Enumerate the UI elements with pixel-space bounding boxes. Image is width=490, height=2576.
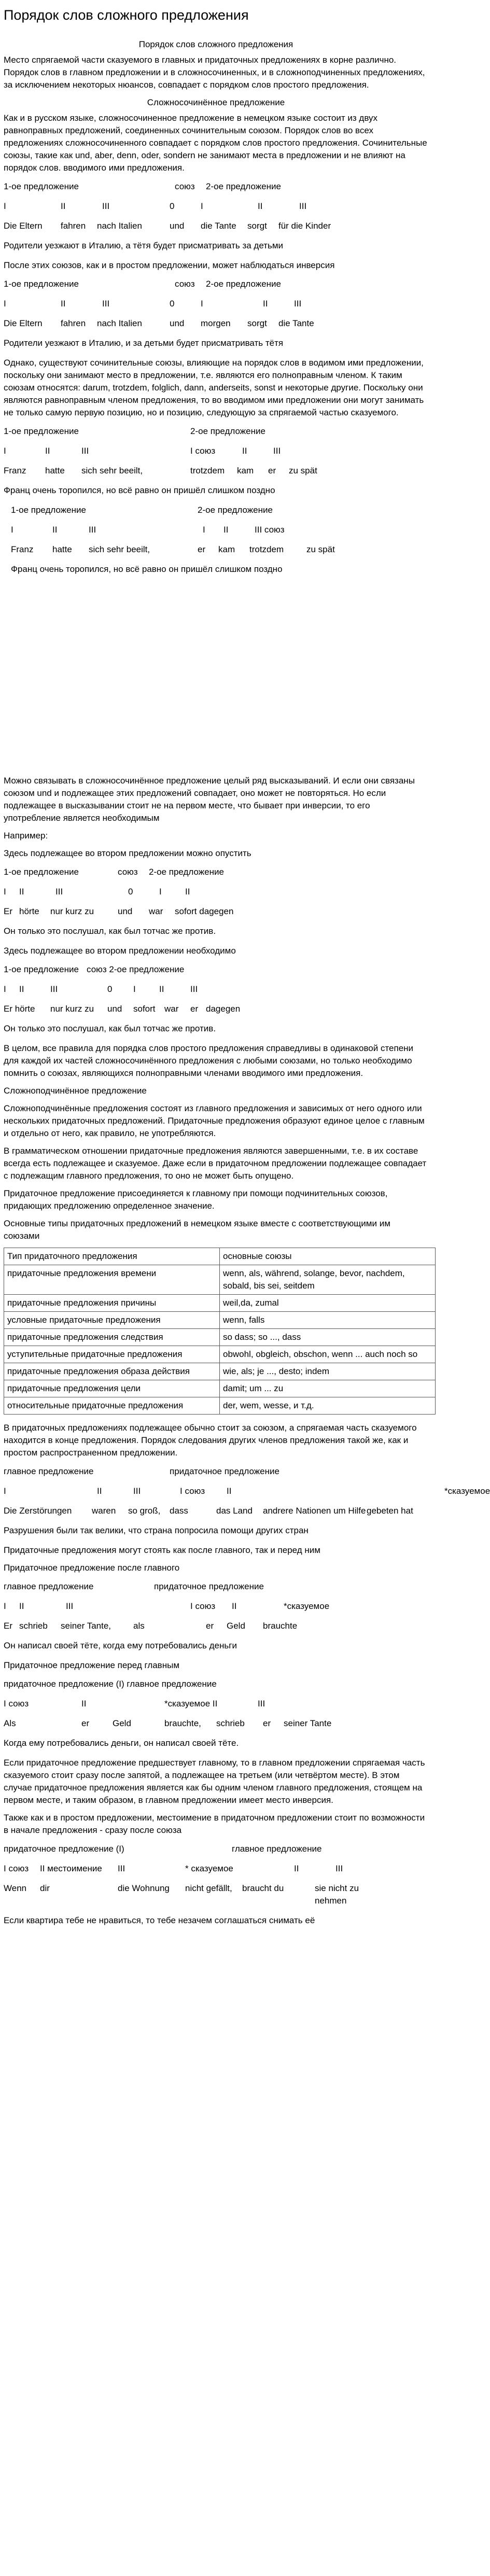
example-word: für die Kinder	[278, 221, 331, 231]
position-label: I союз	[190, 446, 216, 456]
example-word: nach Italien	[97, 318, 142, 328]
example-word: sorgt	[247, 318, 267, 328]
before-label: Придаточное предложение перед главным	[4, 1660, 180, 1670]
example-words-row	[4, 1882, 428, 1907]
example-word: er	[81, 1718, 90, 1728]
table-row	[4, 1380, 436, 1397]
example-translation: Франц очень торопился, но всё равно он пришёл слишком поздно	[4, 485, 275, 495]
table-row	[4, 1312, 436, 1329]
example-header: придаточное предложение (I) главное предложение	[4, 1679, 217, 1689]
example-header: 2-ое предложение	[206, 181, 281, 191]
position-label: I	[201, 299, 203, 309]
example-word: zu spät	[306, 544, 335, 554]
conjunctions-cell: wenn, falls	[220, 1312, 436, 1329]
example-header: союз	[118, 867, 138, 877]
example-translation: Он написал своей тёте, когда ему потребовались деньги	[4, 1641, 237, 1650]
example-header: главное предложение	[4, 1581, 94, 1591]
example-roman-row	[4, 886, 428, 898]
example-header: главное предложение	[232, 1844, 322, 1854]
example-word: seiner Tante,	[61, 1621, 111, 1631]
example-word: braucht du	[242, 1883, 284, 1893]
position-label: * сказуемое	[185, 1864, 233, 1873]
position-label: I	[4, 887, 6, 897]
example-word: er	[190, 1004, 199, 1014]
position-label: I	[159, 887, 162, 897]
example-word: nicht gefällt,	[185, 1883, 232, 1893]
page-title: Порядок слов сложного предложения	[4, 7, 249, 23]
example-translation: Он только это послушал, как был тотчас же против.	[4, 926, 216, 936]
example-words-row	[4, 905, 428, 918]
example-roman-row	[4, 445, 428, 457]
position-label: II	[242, 446, 247, 456]
example-header: 1-ое предложение	[4, 181, 79, 191]
example-word: morgen	[201, 318, 231, 328]
position-label: I	[11, 525, 13, 535]
example-word: Franz	[4, 466, 26, 475]
example-words-row	[4, 1717, 428, 1730]
example-header: придаточное предложение	[170, 1466, 279, 1476]
clause-type-cell: уступительные придаточные предложения	[4, 1346, 220, 1363]
position-label: III союз	[255, 525, 285, 535]
example-5	[4, 866, 428, 937]
example-6	[4, 963, 428, 1035]
position-label: I	[4, 984, 6, 994]
example-roman-row	[4, 1863, 428, 1875]
example-header-row	[4, 425, 428, 438]
example-word: kam	[237, 466, 254, 475]
example-word: er	[206, 1621, 214, 1631]
conjunctions-cell: wie, als; je ..., desto; indem	[220, 1363, 436, 1380]
coord-rules-paragraph: В целом, все правила для порядка слов простого предложения справедливы в одинаковой степени для каждой их частей сложносочинённого предложения с любыми союзами, но только необходимо помнить о союзах, являющихся полноправными членами вводимого ими предложения.	[4, 1043, 414, 1078]
example-header-row	[4, 1465, 428, 1478]
example-word: Die Eltern	[4, 221, 43, 231]
example-translation: Разрушения были так велики, что страна попросила помощи других стран	[4, 1525, 309, 1535]
position-label: III	[133, 1486, 141, 1496]
position-label: 0	[128, 887, 133, 897]
position-label: III	[66, 1601, 74, 1611]
example-roman-row	[4, 983, 428, 996]
position-label: I	[133, 984, 136, 994]
before-paragraph: Если придаточное предложение предшествует главному, то в главном предложении спрягаемая часть сказуемого стоит сразу после запятой, а подлежащее на третьем (или четвёртом месте). В этом случае придаточное предложения является как бы одним членом главного предложения, стоящем на первом месте, и таким образом, в главном предложении имеет место инверсия.	[4, 1758, 425, 1805]
table-row	[4, 1363, 436, 1380]
example-word: dir	[40, 1883, 50, 1893]
position-label: III	[102, 201, 110, 211]
position-label: II	[19, 887, 24, 897]
example-header-row	[11, 504, 428, 516]
example-7	[4, 1465, 490, 1537]
table-header-cell: основные союзы	[220, 1248, 436, 1265]
example-label: Например:	[4, 831, 48, 841]
position-label: III	[273, 446, 281, 456]
article-subtitle: Порядок слов сложного предложения	[138, 39, 293, 49]
example-roman-row	[4, 298, 428, 310]
example-word: die Wohnung	[118, 1883, 170, 1893]
example-translation: Родители уезжают в Италию, и за детьми будет присматривать тётя	[4, 338, 284, 348]
position-label: II	[227, 1486, 232, 1496]
clause-type-cell: придаточные предложения образа действия	[4, 1363, 220, 1380]
example-word: er	[263, 1718, 271, 1728]
position-label: III	[55, 887, 63, 897]
position-label: *сказуемое	[284, 1601, 330, 1611]
example-word: nur kurz zu	[50, 906, 94, 916]
position-label: II	[19, 984, 24, 994]
example-word: brauchte	[263, 1621, 298, 1631]
example-word: er	[198, 544, 206, 554]
coord-subject-paragraph: Можно связывать в сложносочинённое предложение целый ряд высказываний. И если они связаны союзом und и подлежащее этих предложений совпадает, оно может не повторяться. Но если подлежащее в высказывании стоит не на первом месте, что бывает при инверсии, то его употребление является необходимым	[4, 776, 415, 823]
example-header: союз	[175, 181, 195, 191]
example-word: das Land	[216, 1506, 253, 1516]
clause-type-cell: придаточные предложения следствия	[4, 1329, 220, 1346]
example-word: nur kurz zu	[50, 1004, 94, 1014]
table-row	[4, 1397, 436, 1415]
position-label: I	[4, 1486, 6, 1496]
example-word: Die Eltern	[4, 318, 43, 328]
position-label: II местоимение	[40, 1864, 102, 1873]
position-label: III	[299, 201, 307, 211]
example-word: hatte	[52, 544, 72, 554]
position-label: 0	[107, 984, 113, 994]
position-label: I	[4, 299, 6, 309]
position-label: II	[159, 984, 164, 994]
example-word: waren	[92, 1506, 116, 1516]
position-label: I союз	[190, 1601, 216, 1611]
example-word: Die Zerstörungen	[4, 1506, 72, 1516]
conjunctions-cell: obwohl, obgleich, obschon, wenn ... auch noch so	[220, 1346, 436, 1363]
example-header-row	[4, 1843, 428, 1855]
example-roman-row	[4, 1698, 428, 1710]
example-word: brauchte,	[164, 1718, 201, 1728]
clause-types-table	[4, 1248, 436, 1415]
example-word: seiner Tante	[284, 1718, 332, 1728]
example-word: sorgt	[247, 221, 267, 231]
clause-type-cell: относительные придаточные предложения	[4, 1397, 220, 1415]
example-2	[4, 278, 428, 349]
example-words-row	[4, 465, 428, 477]
example-word: nach Italien	[97, 221, 142, 231]
example-word: dagegen	[206, 1004, 241, 1014]
example-words-row	[4, 1620, 428, 1632]
position-label: I союз	[4, 1699, 29, 1709]
example-9	[4, 1678, 428, 1749]
example-translation: Когда ему потребовались деньги, он написал своей тёте.	[4, 1738, 239, 1748]
example-word: Geld	[227, 1621, 245, 1631]
example-header-row	[4, 866, 428, 878]
example-header: союз	[175, 279, 195, 289]
example-header: 2-ое предложение	[149, 867, 224, 877]
example-header: 1-ое предложение	[4, 867, 79, 877]
example-header-row	[4, 1678, 428, 1690]
example-word: und	[107, 1004, 122, 1014]
example-8	[4, 1580, 428, 1652]
position-label: II	[263, 299, 268, 309]
example-words-row	[4, 317, 428, 330]
example-word: andrere Nationen um Hilfe	[263, 1506, 366, 1516]
example-header: 1-ое предложение	[4, 279, 79, 289]
inversion-paragraph: После этих союзов, как и в простом предложении, может наблюдаться инверсия	[4, 260, 335, 270]
example-word: schrieb	[19, 1621, 48, 1631]
example-roman-row	[4, 1600, 428, 1613]
clause-type-cell: придаточные предложения времени	[4, 1265, 220, 1295]
example-word: zu spät	[289, 466, 317, 475]
example-roman-row: I II III I союз II *сказуемое	[4, 1485, 428, 1497]
example-translation: Если квартира тебе не нравиться, то тебе незачем соглашаться снимать её	[4, 1915, 315, 1925]
position-label: II	[294, 1864, 299, 1873]
position-label: II	[52, 525, 58, 535]
example-word: die Tante	[278, 318, 314, 328]
position-label: II	[97, 1486, 102, 1496]
example-word: schrieb	[216, 1718, 245, 1728]
position-label: 0	[170, 201, 175, 211]
compound-heading: Сложносочинённое предложение	[147, 97, 285, 107]
position-label: I	[4, 201, 6, 211]
example-header: придаточное предложение	[154, 1581, 264, 1591]
position-label: II	[19, 1601, 24, 1611]
example-word: Wenn	[4, 1883, 27, 1893]
position-label: II	[223, 525, 229, 535]
example-word: sofort dagegen	[175, 906, 234, 916]
complex-paragraph-3: Придаточное предложение присоединяется к главному при помощи подчинительных союзов, придающих предложению определенное значение.	[4, 1188, 388, 1211]
example-word: sich sehr beeilt,	[81, 466, 143, 475]
types-label: Основные типы придаточных предложений в немецком языке вместе с соответствующими им союзами	[4, 1219, 390, 1241]
complex-paragraph-1: Сложноподчинённые предложения состоят из главного предложения и зависимых от него одного или нескольких придаточных предложений. Придаточные предложения образуют единое целое с главным и отдельно от него, как правило, не употребляются.	[4, 1103, 425, 1138]
position-label: III	[89, 525, 96, 535]
position-label: II	[61, 201, 66, 211]
example-word: sofort	[133, 1004, 156, 1014]
example-header: 2-ое предложение	[206, 279, 281, 289]
position-label: I	[203, 525, 205, 535]
position-label: III	[335, 1864, 343, 1873]
example-word: sich sehr beeilt,	[89, 544, 150, 554]
example-word: sie nicht zu nehmen	[315, 1883, 359, 1906]
position-label: I	[4, 1601, 6, 1611]
example-word: Franz	[11, 544, 34, 554]
example-word: hatte	[45, 466, 65, 475]
example-word: und	[170, 318, 185, 328]
omit-label: Здесь подлежащее во втором предложении можно опустить	[4, 848, 251, 858]
position-label: II	[45, 446, 50, 456]
example-header: главное предложение	[4, 1466, 94, 1476]
example-header: 1-ое предложение	[11, 505, 86, 515]
complex-heading: Сложноподчинённое предложение	[4, 1086, 147, 1096]
conjunctions-cell: wenn, als, während, solange, bevor, nachdem, sobald, bis sei, seitdem	[220, 1265, 436, 1295]
example-header: 1-ое предложение	[4, 426, 79, 436]
example-word: kam	[218, 544, 235, 554]
position-label: III	[190, 984, 198, 994]
example-10	[4, 1843, 428, 1927]
table-row	[4, 1346, 436, 1363]
position-paragraph: Придаточные предложения могут стоять как после главного, так и перед ним	[4, 1545, 320, 1555]
conjunctions-cell: der, wem, wesse, и т.д.	[220, 1397, 436, 1415]
example-translation: Родители уезжают в Италию, а тётя будет присматривать за детьми	[4, 241, 284, 250]
example-word: gebeten hat	[367, 1506, 413, 1516]
example-translation: Франц очень торопился, но всё равно он пришёл слишком поздно	[11, 564, 283, 574]
blank-gap	[4, 583, 428, 775]
example-1	[4, 180, 428, 252]
after-label: Придаточное предложение после главного	[4, 1563, 180, 1573]
conjunctions-cell: so dass; so ..., dass	[220, 1329, 436, 1346]
complex-paragraph-2: В грамматическом отношении придаточные предложения являются завершенными, т.е. в их составе всегда есть подлежащее и сказуемое. Даже если в придаточном предложении подлежащее совпадает с подлежащим главного предложения, то оно не может быть опущено.	[4, 1146, 427, 1181]
example-words-row	[4, 220, 428, 232]
position-label: III	[294, 299, 302, 309]
example-word: er	[268, 466, 276, 475]
position-label: I	[201, 201, 203, 211]
example-header: 2-ое предложение	[198, 505, 273, 515]
compound-paragraph: Как и в русском языке, сложносочиненное предложение в немецком языке состоит из двух равноправных предложений, соединенных сочинительным союзом. Порядок слов во всех предложениях сложносочиненного совпадает с порядком слов простого предложения. Сочинительные союзы, такие как und, aber, denn, oder, sondern не занимают места в предложении и не влияют на порядок слов. вводимого ими предложения.	[4, 113, 427, 173]
position-label: I	[4, 446, 6, 456]
conjunctions-cell: weil,da, zumal	[220, 1295, 436, 1312]
position-label: III	[81, 446, 89, 456]
example-word: hörte	[19, 906, 39, 916]
example-word: Geld	[113, 1718, 131, 1728]
example-words-row	[4, 1505, 428, 1517]
position-label: III	[102, 299, 110, 309]
position-label: I союз	[180, 1486, 205, 1496]
position-label: II	[232, 1601, 237, 1611]
position-label: II	[185, 887, 190, 897]
table-row	[4, 1329, 436, 1346]
example-word: trotzdem	[249, 544, 284, 554]
clause-type-cell: придаточные предложения причины	[4, 1295, 220, 1312]
intro-paragraph: Место спрягаемой части сказуемого в главных и придаточных предложениях в корне различно. Порядок слов в главном предложении и в сложносочиненных, и в сложноподчиненных предложениях, за исключением некоторых нюансов, совпадает с порядком слов простого предложения.	[4, 55, 425, 90]
example-header-row	[4, 1580, 428, 1593]
pronoun-paragraph: Также как и в простом предложении, местоимение в придаточном предложении стоит по возможности в начале предложения - сразу после союза	[4, 1813, 425, 1835]
example-word: die Tante	[201, 221, 236, 231]
example-header-row	[4, 180, 428, 193]
table-header-row	[4, 1248, 436, 1265]
example-word: fahren	[61, 318, 86, 328]
example-word: war	[164, 1004, 179, 1014]
example-header-row	[4, 963, 428, 976]
table-row	[4, 1295, 436, 1312]
verb-end-paragraph: В придаточных предложениях подлежащее обычно стоит за союзом, а спрягаемая часть сказуемого находится в конце предложения. Порядок следования других членов предложения такой же, как и простом распространенном предложении.	[4, 1423, 417, 1458]
position-label: III	[118, 1864, 125, 1873]
example-word: trotzdem	[190, 466, 225, 475]
position-label: II	[258, 201, 263, 211]
example-words-row	[4, 1003, 428, 1015]
example-4	[4, 504, 428, 576]
example-translation: Он только это послушал, как был тотчас же против.	[4, 1024, 216, 1033]
position-label: II	[61, 299, 66, 309]
example-words-row	[11, 543, 428, 556]
example-header: придаточное предложение (I)	[4, 1844, 124, 1854]
position-label: I союз	[4, 1864, 29, 1873]
example-word: so groß,	[128, 1506, 161, 1516]
table-header-cell: Тип придаточного предложения	[4, 1248, 220, 1265]
position-label: III	[258, 1699, 265, 1709]
example-word: Er	[4, 1621, 12, 1631]
position-label: *сказуемое II	[164, 1699, 218, 1709]
example-word: und	[170, 221, 185, 231]
example-3	[4, 425, 428, 497]
position-label: 0	[170, 299, 175, 309]
clause-type-cell: условные придаточные предложения	[4, 1312, 220, 1329]
position-label: II	[81, 1699, 87, 1709]
table-row	[4, 1265, 436, 1295]
example-word: Er	[4, 906, 12, 916]
example-header: 2-ое предложение	[190, 426, 265, 436]
example-word: dass	[170, 1506, 188, 1516]
conjunctions-cell: damit; um ... zu	[220, 1380, 436, 1397]
example-header-row	[4, 278, 428, 290]
adverbial-conj-paragraph: Однако, существуют сочинительные союзы, влияющие на порядок слов в водимом ими предложении, поскольку они занимают место в предложении, т.е. являются его полноправным членом. К таким союзам относятся: darum, trotzdem, folglich, dann, anderseits, sonst и некоторые другие. Поскольку они являются равноправным членом предложения, то во вводимом ими предложении они могут занимать не только самую первую позицию, но и позицию, следующую за спрягаемой частью сказуемого.	[4, 358, 424, 417]
position-label: III	[50, 984, 58, 994]
example-word: war	[149, 906, 163, 916]
example-word: Er hörte	[4, 1004, 35, 1014]
need-label: Здесь подлежащее во втором предложении необходимо	[4, 946, 236, 956]
example-roman-row	[11, 524, 428, 536]
example-word: Als	[4, 1718, 16, 1728]
example-word: fahren	[61, 221, 86, 231]
example-word: als	[133, 1621, 145, 1631]
clause-type-cell: придаточные предложения цели	[4, 1380, 220, 1397]
example-header: союз 2-ое предложение	[87, 964, 185, 974]
example-word: und	[118, 906, 133, 916]
example-header: 1-ое предложение	[4, 964, 79, 974]
example-roman-row	[4, 200, 428, 213]
